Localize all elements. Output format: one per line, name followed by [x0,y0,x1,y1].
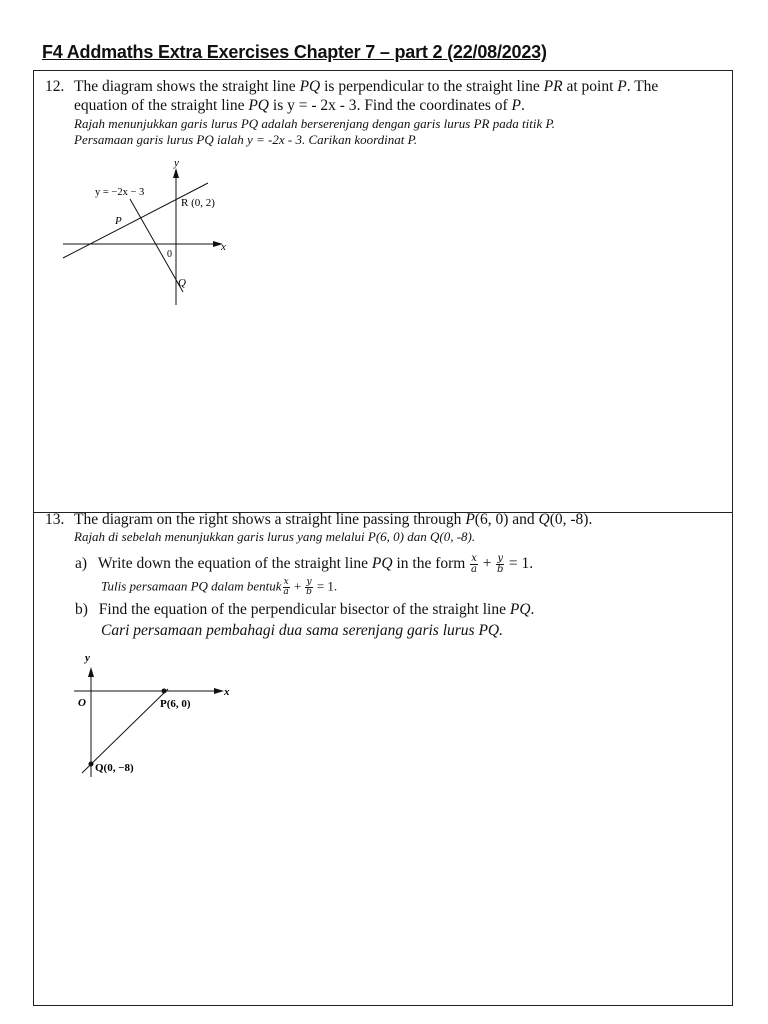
question-13-line-1: The diagram on the right shows a straight line passing through P(6, 0) and Q(0, -8). [74,511,593,528]
q12-point-r-label: R (0, 2) [181,197,215,209]
q13-line-pq [82,689,168,773]
q13-y-label: y [85,652,90,664]
question-12-equation: y = - 2x - 3 [287,97,357,114]
question-13b-label: b) [75,601,88,618]
q13-point-q-label: Q(0, −8) [95,762,134,774]
question-12-text [74,77,729,148]
q12-line-equation-label: y = −2x − 3 [95,187,145,198]
q13-x-axis-arrow [214,688,224,694]
question-13a [75,554,533,575]
question-13b-text: Find the equation of the perpendicular bisector of the straight line PQ. [98,601,535,618]
question-13b [75,600,534,619]
page-title: F4 Addmaths Extra Exercises Chapter 7 – part 2 (22/08/2023) [42,42,547,62]
q12-x-label: x [221,241,226,253]
q12-y-label: y [174,157,179,169]
q12-line-pq [130,199,183,292]
question-13a-malay: Tulis persamaan PQ dalam bentuk $\frac{x}{a}$ + $\frac{y}{b}$ = 1. [101,577,338,597]
q12-y-axis-arrow [173,168,179,178]
question-12-diagram [55,155,245,310]
question-12-line-2: equation of the straight line PQ is y = - 2x - 3. Find the coordinates of P. [74,97,525,114]
question-13a-text: Write down the equation of the straight line PQ in the form $\frac{x}{a}$ + $\frac{y}{b}$ = 1. [97,553,534,575]
q13-x-label: x [224,686,230,698]
question-13-diagram [68,645,248,785]
question-12-line-1: The diagram shows the straight line PQ is perpendicular to the straight line PR at point P. The [74,78,659,95]
question-13-text [74,510,729,545]
q13-point-q [89,762,94,767]
q12-origin-label: 0 [167,249,172,260]
question-13-number: 13. [45,511,65,528]
q13-point-p [162,689,167,694]
question-12-number: 12. [45,78,65,95]
q13-point-p-label: P(6, 0) [160,698,191,710]
q12-point-q-label: Q [178,277,186,289]
question-12-malay-2: Persamaan garis lurus PQ ialah y = -2x - 3. Carikan koordinat P. [74,132,418,147]
question-13-malay: Rajah di sebelah menunjukkan garis lurus yang melalui P(6, 0) dan Q(0, -8). [74,529,476,544]
question-13a-label: a) [75,555,88,573]
q13-y-axis-arrow [88,667,94,677]
q12-point-p-label: P [115,215,122,227]
question-13b-malay: Cari persamaan pembahagi dua sama serenjang garis lurus PQ. [101,622,504,639]
q13-origin-label: O [78,697,86,709]
question-12-malay-1: Rajah menunjukkan garis lurus PQ adalah berserenjang dengan garis lurus PR pada titik P. [74,116,555,131]
